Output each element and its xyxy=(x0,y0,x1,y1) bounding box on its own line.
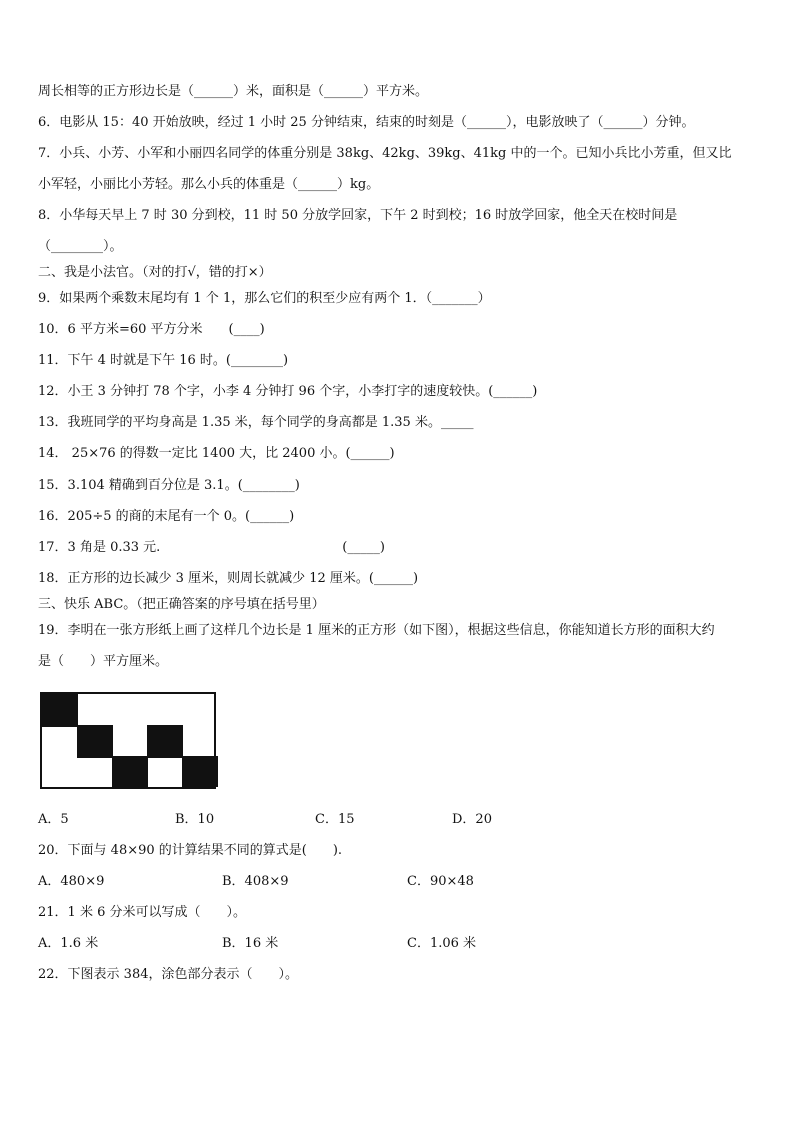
q20-option-c: C．90×48 xyxy=(407,874,474,889)
q21-option-a: A．1.6 米 xyxy=(38,936,99,951)
q19-option-b: B．10 xyxy=(175,812,215,827)
question-20: 20．下面与 48×90 的计算结果不同的算式是( ). xyxy=(38,843,343,858)
shaded-square xyxy=(147,725,183,758)
q20-option-b: B．408×9 xyxy=(222,874,289,889)
question-13: 13．我班同学的平均身高是 1.35 米，每个同学的身高都是 1.35 米。_____ xyxy=(38,415,474,430)
q19-option-d: D．20 xyxy=(452,812,492,827)
question-17: 17．3 角是 0.33 元. (_____) xyxy=(38,540,385,555)
question-21: 21．1 米 6 分米可以写成（ ）。 xyxy=(38,905,246,920)
question-22: 22．下图表示 384，涂色部分表示（ ）。 xyxy=(38,967,298,982)
shaded-square xyxy=(42,694,78,727)
question-9: 9．如果两个乘数末尾均有 1 个 1，那么它们的积至少应有两个 1．（_______） xyxy=(38,291,491,306)
question-11: 11．下午 4 时就是下午 16 时。(________) xyxy=(38,353,289,368)
section-three-heading: 三、快乐 ABC。（把正确答案的序号填在括号里） xyxy=(38,597,325,612)
q20-option-a: A．480×9 xyxy=(38,874,105,889)
rectangle-figure xyxy=(40,692,216,789)
question-8-line-2: （________）。 xyxy=(38,239,123,254)
q19-option-a: A．5 xyxy=(38,812,69,827)
question-16: 16．205÷5 的商的末尾有一个 0。(______) xyxy=(38,509,295,524)
question-5-continued: 周长相等的正方形边长是（______）米，面积是（______）平方米。 xyxy=(38,84,429,99)
question-7-line-1: 7．小兵、小芳、小军和小丽四名同学的体重分别是 38kg、42kg、39kg、41kg 中的一个。已知小兵比小芳重，但又比 xyxy=(38,146,732,161)
q21-option-c: C．1.06 米 xyxy=(407,936,477,951)
question-19-line-1: 19．李明在一张方形纸上画了这样几个边长是 1 厘米的正方形（如下图），根据这些信息，你能知道长方形的面积大约 xyxy=(38,623,715,638)
question-12: 12．小王 3 分钟打 78 个字，小李 4 分钟打 96 个字，小李打字的速度较快。(______) xyxy=(38,384,538,399)
q21-option-b: B．16 米 xyxy=(222,936,279,951)
question-18: 18．正方形的边长减少 3 厘米，则周长就减少 12 厘米。(______) xyxy=(38,571,419,586)
question-7-line-2: 小军轻，小丽比小芳轻。那么小兵的体重是（______）kg。 xyxy=(38,177,380,192)
question-6: 6．电影从 15：40 开始放映，经过 1 小时 25 分钟结束，结束的时刻是（______），电影放映了（______）分钟。 xyxy=(38,115,695,130)
q19-option-c: C．15 xyxy=(315,812,355,827)
shaded-square xyxy=(182,756,218,787)
question-14: 14． 25×76 的得数一定比 1400 大，比 2400 小。(______) xyxy=(38,446,395,461)
question-15: 15．3.104 精确到百分位是 3.1。(________) xyxy=(38,478,300,493)
question-10: 10．6 平方米=60 平方分米 (____) xyxy=(38,322,265,337)
shaded-square xyxy=(77,725,113,758)
section-two-heading: 二、我是小法官。（对的打√，错的打×） xyxy=(38,265,272,280)
question-19-line-2: 是（ ）平方厘米。 xyxy=(38,654,169,669)
question-8-line-1: 8．小华每天早上 7 时 30 分到校，11 时 50 分放学回家，下午 2 时到校；16 时放学回家，他全天在校时间是 xyxy=(38,208,678,223)
shaded-square xyxy=(112,756,148,787)
